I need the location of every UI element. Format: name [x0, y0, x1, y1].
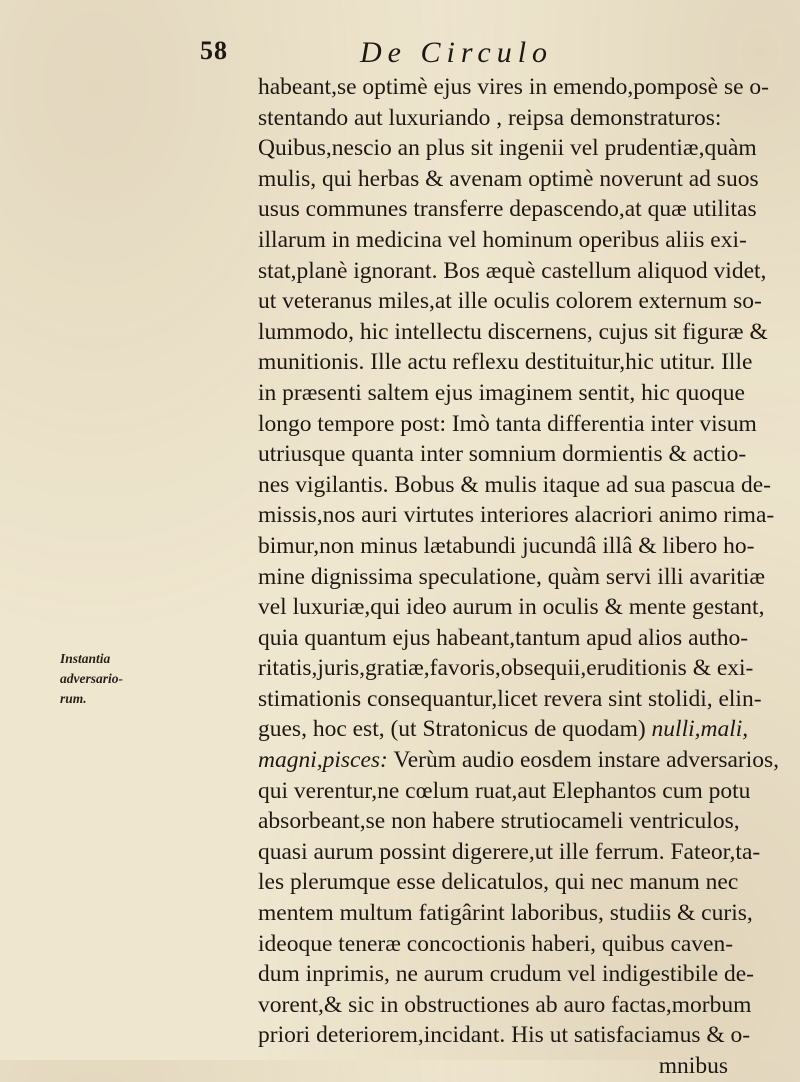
italic-quote: nulli,mali, — [651, 716, 749, 743]
text-line: munitionis. Ille actu reflexu destituitur,hic utitur. Ille — [258, 349, 753, 376]
text-line: utriusque quanta inter somnium dormientis & actio- — [258, 441, 747, 468]
italic-quote: magni,pisces: — [258, 747, 388, 774]
text-line: in præsenti saltem ejus imaginem sentit, hic quoque — [258, 379, 745, 406]
text-line: lummodo, hic intellectu discernens, cujus sit figuræ & — [258, 318, 768, 345]
catchword: mnibus — [658, 1053, 728, 1079]
text-line: mulis, qui herbas & avenam optimè noverunt ad suos — [258, 165, 759, 192]
marginal-note-line: Instantia — [60, 651, 111, 666]
text-line: ut veteranus miles,at ille oculis colorem externum so- — [258, 288, 762, 315]
text-line: magni,pisces: Verùm audio eosdem instare adversarios, — [258, 747, 780, 774]
page-number: 58 — [200, 36, 228, 65]
text-line: stat,planè ignorant. Bos æquè castellum aliquod videt, — [258, 257, 767, 284]
text-line: illarum in medicina vel hominum operibus aliis exi- — [258, 226, 747, 253]
text-line: vorent,& sic in obstructiones ab auro factas,morbum — [258, 991, 752, 1018]
text-line: stimationis consequantur,licet revera sint stolidi, elin- — [258, 685, 762, 712]
text-line: gues, hoc est, (ut Stratonicus de quodam) nulli,mali, — [258, 716, 749, 743]
text-line: usus communes transferre depascendo,at quæ utilitas — [258, 196, 757, 223]
text-line: quasi aurum possint digerere,ut ille ferrum. Fateor,ta- — [258, 838, 761, 865]
text-line: qui verentur,ne cœlum ruat,aut Elephantos cum potu — [258, 777, 751, 804]
text-line: Quibus,nescio an plus sit ingenii vel prudentiæ,quàm — [258, 135, 757, 162]
text-line: longo tempore post: Imò tanta differentia inter visum — [258, 410, 757, 437]
running-head: De Circulo — [360, 36, 554, 69]
text-line: mine dignissima speculatione, quàm servi illi avaritiæ — [258, 563, 766, 590]
text-line: nes vigilantis. Bobus & mulis itaque ad sua pascua de- — [258, 471, 771, 498]
text-line: absorbeant,se non habere strutiocameli ventriculos, — [258, 808, 740, 835]
text-line: priori deteriorem,incidant. His ut satisfaciamus & o- — [258, 1022, 751, 1049]
text-line: bimur,non minus lætabundi jucundâ illâ & libero ho- — [258, 532, 755, 559]
text-line: quia quantum ejus habeant,tantum apud alios autho- — [258, 624, 749, 651]
marginal-note-line: adversario- — [60, 671, 123, 686]
marginal-note-line: rum. — [60, 691, 87, 706]
body-text — [258, 72, 780, 1082]
marginal-note — [60, 649, 170, 709]
text-line: missis,nos auri virtutes interiores alacriori animo rima- — [258, 502, 775, 529]
text-line: ideoque teneræ concoctionis haberi, quibus caven- — [258, 930, 734, 957]
text-line: vel luxuriæ,qui ideo aurum in oculis & mente gestant, — [258, 594, 765, 621]
text-line: mentem multum fatigârint laboribus, studiis & curis, — [258, 900, 753, 927]
text-line: stentando aut luxuriando , reipsa demonstraturos: — [258, 104, 722, 131]
text-line: dum inprimis, ne aurum crudum vel indigestibile de- — [258, 961, 755, 988]
page-header — [200, 36, 720, 76]
text-line: habeant,se optimè ejus vires in emendo,pomposè se o- — [258, 74, 769, 100]
text-line: ritatis,juris,gratiæ,favoris,obsequii,eruditionis & exi- — [258, 655, 754, 682]
text-line: les plerumque esse delicatulos, qui nec manum nec — [258, 869, 739, 896]
